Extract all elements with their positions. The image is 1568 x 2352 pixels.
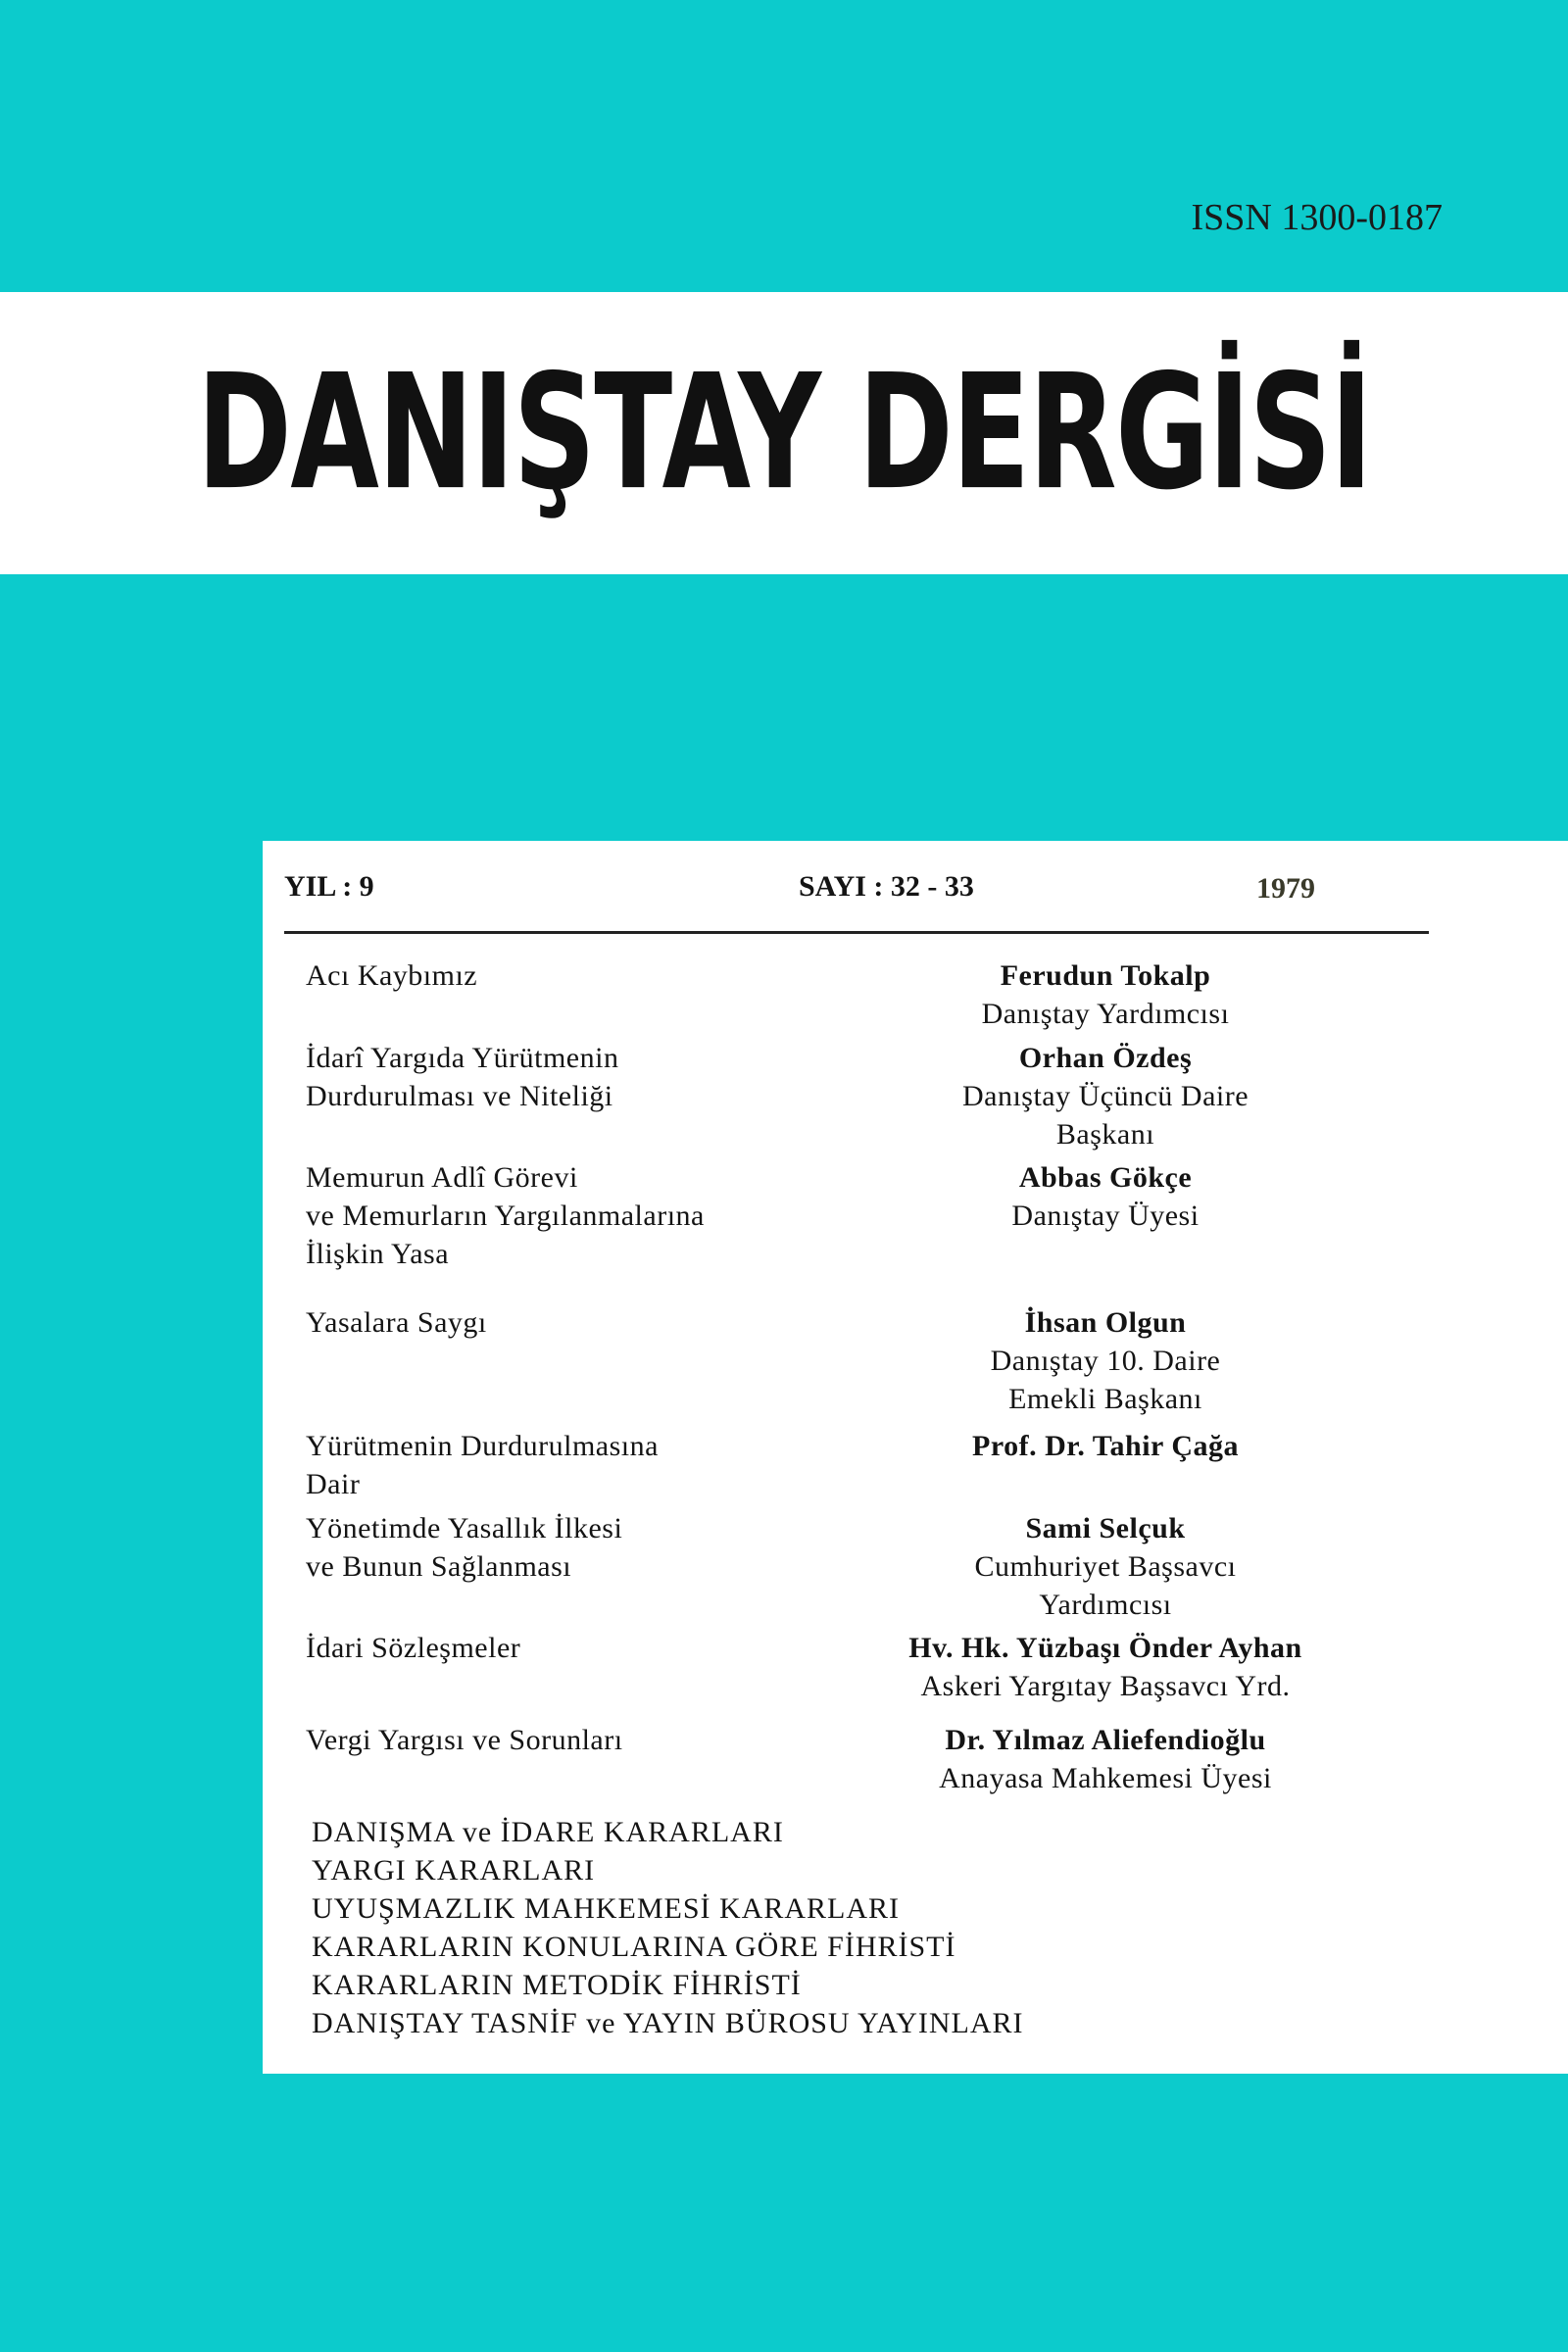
author-role: Danıştay Yardımcısı <box>981 998 1230 1030</box>
article-title: Yürütmenin Durdurulmasına Dair <box>306 1430 659 1500</box>
article-author-block <box>811 1629 1399 1705</box>
author-role: Danıştay Üçüncü Daire Başkanı <box>961 1080 1250 1151</box>
author-role: Askeri Yargıtay Başsavcı Yrd. <box>920 1670 1291 1702</box>
article-title: Yasalara Saygı <box>306 1306 487 1339</box>
article-title: İdarî Yargıda Yürütmenin Durdurulması ve Niteliği <box>306 1042 619 1112</box>
article-author-block <box>870 1158 1341 1235</box>
author-name: Ferudun Tokalp <box>1000 959 1211 992</box>
author-name: Orhan Özdeş <box>1018 1042 1193 1074</box>
issue-number-label: SAYI : 32 - 33 <box>799 870 974 903</box>
author-role: Danıştay Üyesi <box>1011 1200 1200 1232</box>
section-item: DANIŞMA ve İDARE KARARLARI <box>312 1816 784 1848</box>
section-item: UYUŞMAZLIK MAHKEMESİ KARARLARI <box>312 1892 900 1925</box>
divider <box>284 931 1429 934</box>
section-item: YARGI KARARLARI <box>312 1854 596 1886</box>
author-role: Anayasa Mahkemesi Üyesi <box>939 1762 1272 1794</box>
article-author-block <box>870 1427 1341 1465</box>
author-name: Dr. Yılmaz Aliefendioğlu <box>945 1724 1266 1756</box>
author-name: İhsan Olgun <box>1024 1306 1187 1339</box>
contents-panel <box>263 841 1568 2074</box>
volume-label: YIL : 9 <box>284 870 374 903</box>
sections-list <box>312 1813 1390 2042</box>
article-title: Memurun Adlî Görevi ve Memurların Yargılanmalarına İlişkin Yasa <box>306 1161 705 1270</box>
article-title: Vergi Yargısı ve Sorunları <box>306 1724 623 1756</box>
author-name: Prof. Dr. Tahir Çağa <box>972 1430 1239 1462</box>
author-role: Danıştay 10. Daire Emekli Başkanı <box>990 1345 1221 1415</box>
section-item: KARARLARIN KONULARINA GÖRE FİHRİSTİ <box>312 1931 956 1963</box>
article-author-block <box>870 956 1341 1033</box>
journal-title: DANIŞTAY DERGİSİ <box>196 341 1372 525</box>
author-name: Hv. Hk. Yüzbaşı Önder Ayhan <box>908 1632 1302 1664</box>
article-author-block <box>870 1303 1341 1418</box>
article-author-block <box>831 1721 1380 1797</box>
author-name: Sami Selçuk <box>1025 1512 1186 1544</box>
title-band <box>0 292 1568 574</box>
article-title: Yönetimde Yasallık İlkesi ve Bunun Sağlanması <box>306 1512 623 1583</box>
article-author-block <box>870 1039 1341 1153</box>
article-title: İdari Sözleşmeler <box>306 1632 521 1664</box>
article-title: Acı Kaybımız <box>306 959 478 992</box>
issn-label: ISSN 1300-0187 <box>1191 197 1443 238</box>
year-label: 1979 <box>1256 872 1315 905</box>
section-item: DANIŞTAY TASNİF ve YAYIN BÜROSU YAYINLARI <box>312 2007 1024 2039</box>
article-author-block <box>870 1509 1341 1624</box>
issue-meta <box>284 870 1450 913</box>
section-item: KARARLARIN METODİK FİHRİSTİ <box>312 1969 802 2001</box>
author-role: Cumhuriyet Başsavcı Yardımcısı <box>974 1550 1237 1621</box>
author-name: Abbas Gökçe <box>1018 1161 1193 1194</box>
